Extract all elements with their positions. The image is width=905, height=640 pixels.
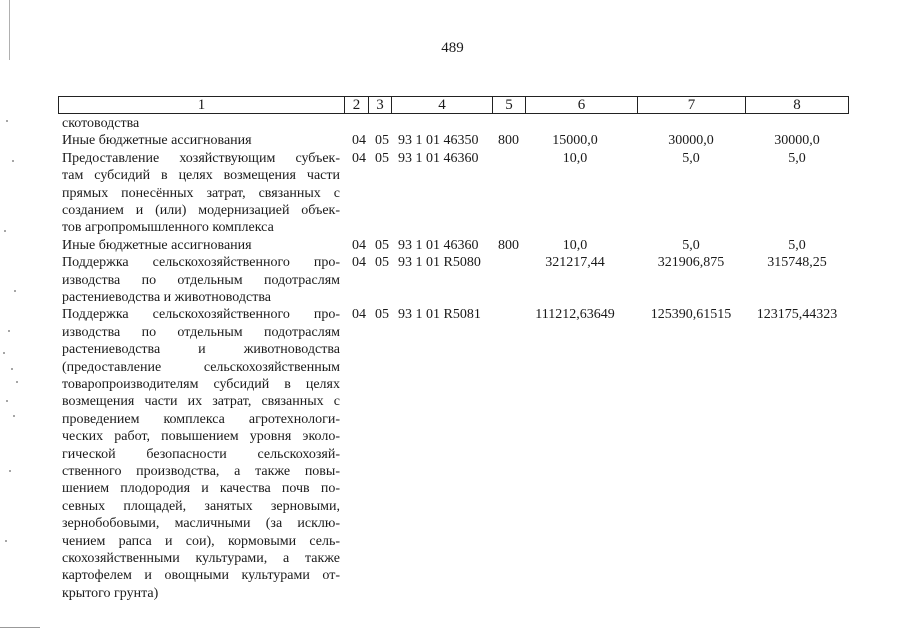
row-description-line: шением плодородия и качества почв по- [62, 481, 340, 497]
row-description-line: тов агропромышленного комплекса [62, 220, 274, 236]
header-col-2: 2 [345, 97, 369, 113]
row-value-col7: 5,0 [682, 150, 700, 166]
row-description-line: созданием и (или) модернизацией объек- [62, 203, 340, 219]
row-description-line: Поддержка сельскохозяйственного про- [62, 307, 340, 323]
row-value-col6: 111212,63649 [535, 307, 615, 323]
row-value-col6: 10,0 [562, 150, 588, 166]
row-value-col6: 321217,44 [545, 255, 605, 271]
row-description-line: товаропроизводителям субсидий в целях [62, 377, 340, 393]
row-section-code: 04 [352, 255, 366, 271]
row-description-line: Иные бюджетные ассигнования [62, 237, 252, 253]
scan-edge-artifact [0, 0, 20, 640]
row-description-line: зернобобовыми, масличными (за исклю- [62, 516, 340, 532]
row-description-line: Предоставление хозяйствующим субъек- [62, 150, 340, 166]
row-value-col7: 30000,0 [668, 133, 714, 149]
row-description-line: возмещения части их затрат, связанных с [62, 394, 340, 410]
row-value-col6: 15000,0 [552, 133, 598, 149]
table-header [58, 96, 849, 114]
row-description-line: изводства по отдельным подотраслям [62, 324, 340, 340]
row-description-line: растениеводства и животноводства [62, 290, 271, 305]
row-description-line: гической безопасности сельскохозяй- [62, 446, 340, 462]
row-description-line: (предоставление сельскохозяйственным [62, 359, 340, 375]
row-target-code: 93 1 01 R5081 [398, 307, 481, 323]
row-target-code: 93 1 01 46360 [398, 150, 479, 166]
row-description-line: прямых понесённых затрат, связанных с [62, 185, 340, 201]
header-col-1: 1 [59, 97, 345, 113]
row-subsection-code: 05 [375, 255, 389, 271]
row-description-line: Поддержка сельскохозяйственного про- [62, 255, 340, 271]
row-value-col8: 5,0 [788, 237, 806, 253]
row-description [62, 237, 340, 254]
row-description [62, 115, 340, 132]
row-description-line: изводства по отдельным подотраслям [62, 272, 340, 288]
page-number: 489 [441, 40, 464, 56]
row-description-line: проведением комплекса агротехнологи- [62, 411, 340, 427]
row-value-col8: 123175,44323 [756, 307, 838, 323]
row-target-code: 93 1 01 46350 [398, 133, 479, 149]
row-description [62, 254, 340, 306]
row-value-col6: 10,0 [562, 237, 588, 253]
row-value-col8: 315748,25 [767, 255, 827, 271]
row-section-code: 04 [352, 237, 366, 253]
header-col-3: 3 [369, 97, 392, 113]
row-subsection-code: 05 [375, 133, 389, 149]
row-section-code: 04 [352, 133, 366, 149]
row-subsection-code: 05 [375, 307, 389, 323]
row-description [62, 132, 340, 149]
row-description-line: ственного производства, а также повы- [62, 464, 340, 480]
row-description-line: скохозяйственными культурами, а также [62, 551, 340, 567]
header-col-8: 8 [793, 97, 801, 113]
row-expense-type: 800 [498, 133, 519, 149]
row-description [62, 150, 340, 237]
header-col-7: 7 [638, 97, 746, 113]
header-col-4: 4 [392, 97, 493, 113]
row-target-code: 93 1 01 46360 [398, 237, 479, 253]
row-value-col7: 321906,875 [657, 255, 725, 271]
row-description-line: Иные бюджетные ассигнования [62, 133, 252, 149]
row-value-col8: 30000,0 [774, 133, 820, 149]
row-description-line: картофелем и овощными культурами от- [62, 568, 340, 584]
row-subsection-code: 05 [375, 150, 389, 166]
row-target-code: 93 1 01 R5080 [398, 255, 481, 271]
scan-bottom-line [0, 627, 40, 628]
row-description-line: растениеводства и животноводства [62, 342, 340, 358]
row-description [62, 306, 340, 602]
row-description-line: севных площадей, занятых зерновыми, [62, 498, 340, 514]
row-description-line: чением рапса и сои), кормовыми сель- [62, 533, 340, 549]
row-description-line: там субсидий в целях возмещения части [62, 168, 340, 184]
row-subsection-code: 05 [375, 237, 389, 253]
row-section-code: 04 [352, 307, 366, 323]
row-description-line: ческих работ, повышением уровня эколо- [62, 429, 340, 445]
row-value-col8: 5,0 [788, 150, 806, 166]
row-description-line: скотоводства [62, 116, 140, 131]
row-description-line: крытого грунта) [62, 585, 159, 601]
row-value-col7: 5,0 [682, 237, 700, 253]
row-section-code: 04 [352, 150, 366, 166]
header-col-5: 5 [493, 97, 526, 113]
row-value-col7: 125390,61515 [650, 307, 732, 323]
header-col-6: 6 [526, 97, 638, 113]
row-expense-type: 800 [498, 237, 519, 253]
